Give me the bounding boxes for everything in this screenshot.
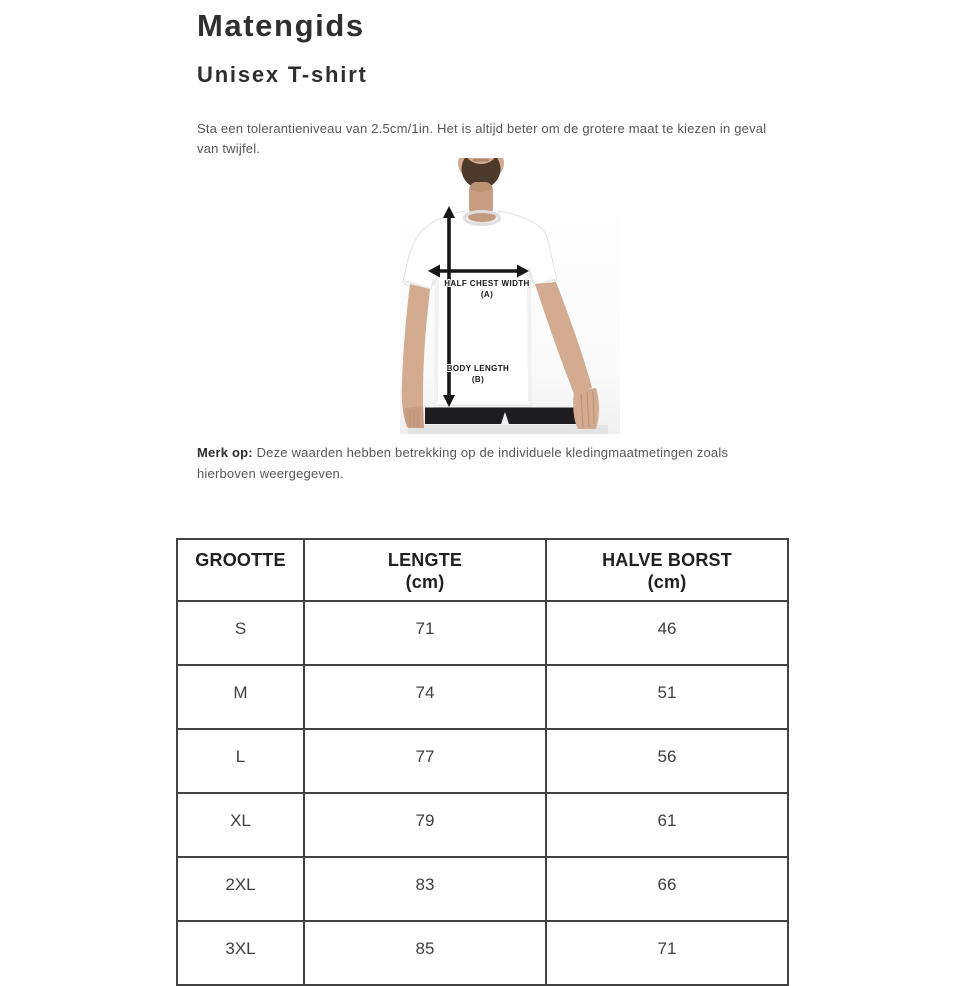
cell-size: XL: [177, 793, 304, 857]
body-length-ref: (B): [471, 375, 485, 384]
note-line-2: hierboven weergegeven.: [197, 466, 344, 481]
intro-line-1: Sta een tolerantieniveau van 2.5cm/1in. Het is altijd beter om de grotere maat te kiezen in geval: [197, 121, 767, 136]
table-row-m: [177, 665, 788, 729]
cell-size: M: [177, 665, 304, 729]
size-table: [176, 538, 789, 986]
note-label: Merk op:: [197, 445, 253, 460]
header-halve-borst-line2: (cm): [647, 572, 687, 592]
cell-length: 77: [304, 729, 546, 793]
cell-length: 85: [304, 921, 546, 985]
table-row-xl: [177, 793, 788, 857]
size-guide-photo: [400, 158, 620, 434]
header-lengte-line1: LENGTE: [387, 550, 463, 570]
table-row-l: [177, 729, 788, 793]
cell-size: S: [177, 601, 304, 665]
tshirt-measure-illustration: [400, 158, 620, 434]
cell-chest: 61: [546, 793, 788, 857]
cell-chest: 51: [546, 665, 788, 729]
intro-line-2: van twijfel.: [197, 141, 261, 156]
cell-size: 2XL: [177, 857, 304, 921]
cell-length: 83: [304, 857, 546, 921]
cell-chest: 56: [546, 729, 788, 793]
page-subtitle: Unisex T-shirt: [197, 62, 368, 87]
table-row-2xl: [177, 857, 788, 921]
header-lengte: [304, 539, 546, 601]
note-line-1: [197, 442, 728, 463]
cell-chest: 46: [546, 601, 788, 665]
header-halve-borst: [546, 539, 788, 601]
header-lengte-line2: (cm): [405, 572, 445, 592]
header-halve-borst-line1: HALVE BORST: [602, 550, 732, 570]
cell-length: 74: [304, 665, 546, 729]
page-title: Matengids: [197, 8, 365, 43]
header-grootte-line1: GROOTTE: [195, 550, 286, 570]
note-paragraph: [197, 442, 728, 484]
note-text-1: Deze waarden hebben betrekking op de individuele kledingmaatmetingen zoals: [252, 445, 729, 460]
body-length-label: BODY LENGTH: [446, 364, 510, 373]
header-grootte: [177, 539, 304, 601]
cell-length: 79: [304, 793, 546, 857]
table-row-s: [177, 601, 788, 665]
intro-paragraph: [197, 119, 766, 159]
cell-size: L: [177, 729, 304, 793]
table-row-3xl: [177, 921, 788, 985]
chest-width-ref: (A): [480, 290, 494, 299]
chest-width-label: HALF CHEST WIDTH: [444, 279, 530, 288]
cell-chest: 71: [546, 921, 788, 985]
size-table-header-row: [177, 539, 788, 601]
cell-chest: 66: [546, 857, 788, 921]
cell-size: 3XL: [177, 921, 304, 985]
cell-length: 71: [304, 601, 546, 665]
